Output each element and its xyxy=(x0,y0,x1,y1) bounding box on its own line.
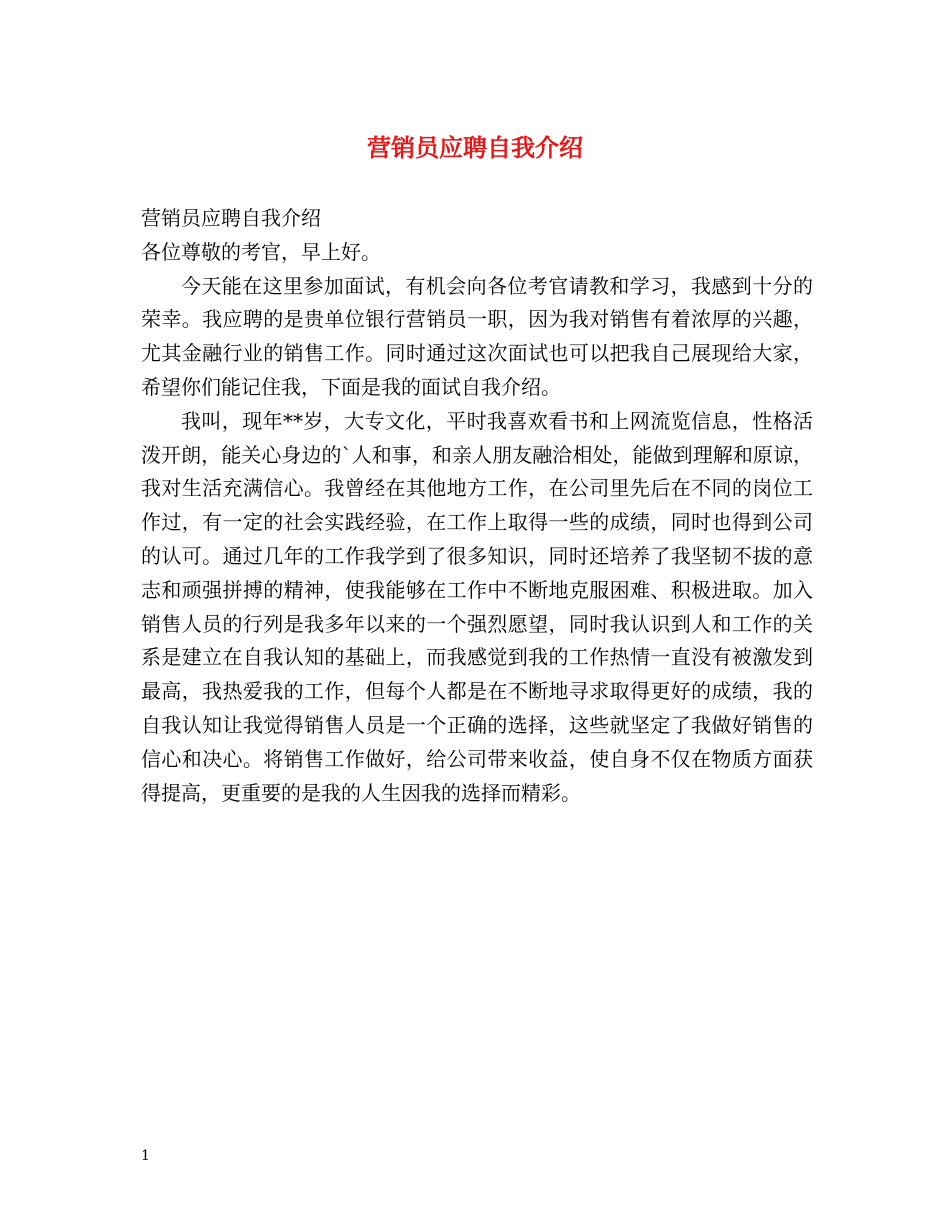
paragraph-self-description: 我叫，现年**岁，大专文化，平时我喜欢看书和上网流览信息，性格活泼开朗，能关心身边的`人和事，和亲人朋友融洽相处，能做到理解和原谅，我对生活充满信心。我曾经在其他地方工作，在公司里先后在不同的岗位工作过，有一定的社会实践经验，在工作上取得一些的成绩，同时也得到公司的认可。通过几年的工作我学到了很多知识，同时还培养了我坚韧不拔的意志和顽强拼搏的精神，使我能够在工作中不断地克服困难、积极进取。加入销售人员的行列是我多年以来的一个强烈愿望，同时我认识到人和工作的关系是建立在自我认知的基础上，而我感觉到我的工作热情一直没有被激发到最高，我热爱我的工作，但每个人都是在不断地寻求取得更好的成绩，我的自我认知让我觉得销售人员是一个正确的选择，这些就坚定了我做好销售的信心和决心。将销售工作做好，给公司带来收益，使自身不仅在物质方面获得提高，更重要的是我的人生因我的选择而精彩。 xyxy=(141,408,813,805)
document-subtitle: 营销员应聘自我介绍 xyxy=(141,206,321,230)
document-title: 营销员应聘自我介绍 xyxy=(367,133,583,162)
greeting-line: 各位尊敬的考官，早上好。 xyxy=(141,239,381,264)
page-number: 1 xyxy=(141,1148,150,1164)
paragraph-intro: 今天能在这里参加面试，有机会向各位考官请教和学习，我感到十分的荣幸。我应聘的是贵单位银行营销员一职，因为我对销售有着浓厚的兴趣，尤其金融行业的销售工作。同时通过这次面试也可以把我自己展现给大家，希望你们能记住我，下面是我的面试自我介绍。 xyxy=(141,273,813,399)
document-body xyxy=(141,202,813,810)
